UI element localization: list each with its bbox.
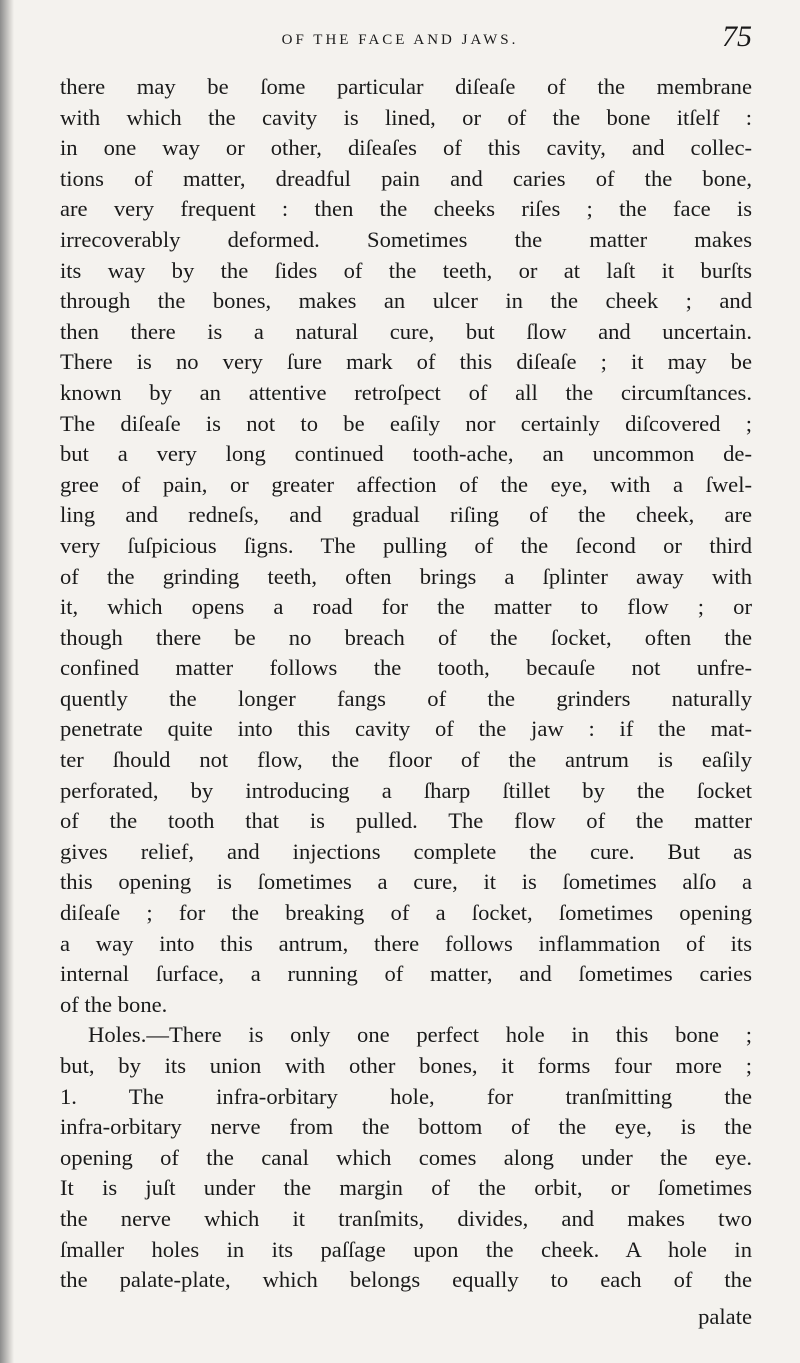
text-line: with which the cavity is lined, or of the bone itſelf : — [60, 104, 752, 130]
text-line: confined matter follows the tooth, becauſe not unfre- — [60, 655, 752, 681]
text-line: through the bones, makes an ulcer in the cheek ; and — [60, 288, 752, 314]
text-line: quently the longer fangs of the grinders naturally — [60, 685, 752, 711]
text-line: The diſeaſe is not to be eaſily nor certainly diſcovered ; — [60, 410, 752, 436]
page-header — [0, 20, 800, 70]
text-line: perforated, by introducing a ſharp ſtillet by the ſocket — [60, 777, 752, 803]
text-line: ſmaller holes in its paſſage upon the cheek. A hole in — [60, 1236, 752, 1262]
text-line: this opening is ſometimes a cure, it is ſometimes alſo a — [60, 869, 752, 895]
catchword: palate — [698, 1304, 752, 1329]
text-line: though there be no breach of the ſocket, often the — [60, 624, 752, 650]
text-line-paragraph-end: of the bone. — [60, 991, 168, 1017]
text-line: are very frequent : then the cheeks riſes ; the face is — [60, 196, 752, 222]
text-line: it, which opens a road for the matter to flow ; or — [60, 594, 752, 620]
text-line: very ſuſpicious ſigns. The pulling of the ſecond or third — [60, 532, 752, 558]
text-line: of the grinding teeth, often brings a ſplinter away with — [60, 563, 752, 589]
text-line: the palate-plate, which belongs equally to each of the — [60, 1267, 752, 1293]
text-line: then there is a natural cure, but ſlow and uncertain. — [60, 318, 752, 344]
text-line: of the tooth that is pulled. The flow of the matter — [60, 808, 752, 834]
text-line: there may be ſome particular diſeaſe of the membrane — [60, 74, 752, 99]
text-line: There is no very ſure mark of this diſeaſe ; it may be — [60, 349, 752, 375]
text-line: diſeaſe ; for the breaking of a ſocket, ſometimes opening — [60, 900, 752, 926]
text-line: but a very long continued tooth-ache, an uncommon de- — [60, 441, 752, 467]
text-line: infra-orbitary nerve from the bottom of the eye, is the — [60, 1114, 752, 1140]
text-line: internal ſurface, a running of matter, and ſometimes caries — [60, 961, 752, 987]
text-line: irrecoverably deformed. Sometimes the matter makes — [60, 226, 752, 252]
text-line: its way by the ſides of the teeth, or at laſt it burſts — [60, 257, 752, 283]
text-line: ter ſhould not flow, the floor of the antrum is eaſily — [60, 747, 752, 773]
text-line: gree of pain, or greater affection of the eye, with a ſwel- — [60, 471, 752, 497]
text-line: 1. The infra-orbitary hole, for tranſmitting the — [60, 1083, 752, 1109]
text-line: tions of matter, dreadful pain and caries of the bone, — [60, 165, 752, 191]
text-line: the nerve which it tranſmits, divides, and makes two — [60, 1205, 752, 1231]
body-text — [60, 72, 752, 1296]
text-line: in one way or other, diſeaſes of this cavity, and collec- — [60, 135, 752, 161]
text-line: penetrate quite into this cavity of the jaw : if the mat- — [60, 716, 752, 742]
running-head: OF THE FACE AND JAWS. — [281, 32, 519, 48]
text-line: gives relief, and injections complete the cure. But as — [60, 838, 752, 864]
text-line: known by an attentive retroſpect of all the circumſtances. — [60, 379, 752, 405]
text-line: opening of the canal which comes along under the eye. — [60, 1144, 752, 1170]
text-line: but, by its union with other bones, it forms four more ; — [60, 1053, 752, 1078]
text-line: a way into this antrum, there follows inflammation of its — [60, 930, 752, 956]
page-gutter-shadow — [0, 0, 14, 1363]
text-line: It is juſt under the margin of the orbit, or ſometimes — [60, 1175, 752, 1201]
text-line-section-start: Holes.—There is only one perfect hole in this bone ; — [88, 1022, 752, 1048]
text-line: ling and redneſs, and gradual riſing of the cheek, are — [60, 502, 752, 528]
page-number: 75 — [722, 20, 752, 53]
